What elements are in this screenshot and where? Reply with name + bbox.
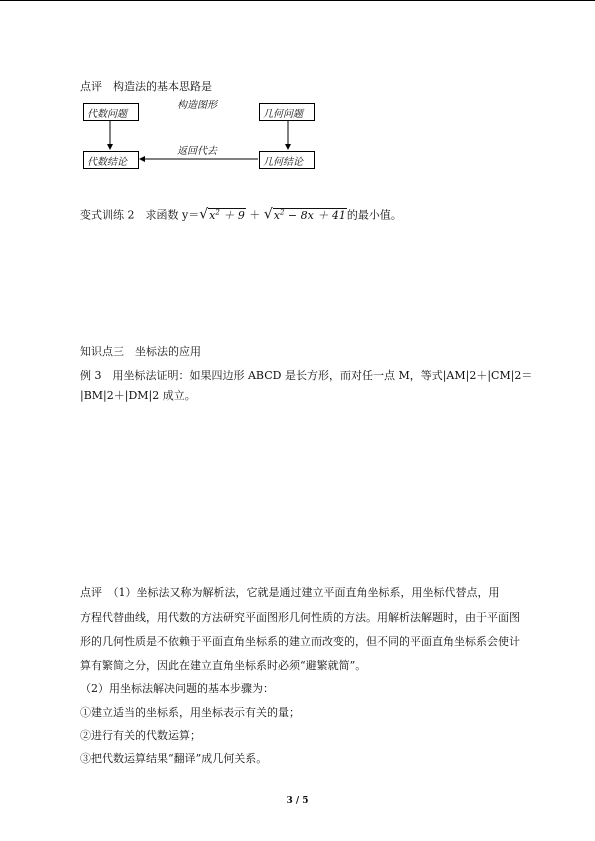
review-line: ②进行有关的代数运算； [80,729,201,742]
review-label: 点评 [80,80,102,93]
box-geometry-conclusion: 几何结论 [259,151,315,169]
review-line: ①建立适当的坐标系，用坐标表示有关的量； [80,706,300,719]
review-text: 构造法的基本思路是 [113,80,212,93]
sqrt-expr-2: $√x^2 - 8x + 41$ [263,206,346,223]
box-geometry-problem: 几何问题 [259,103,315,121]
example-3-line-2: |BM|2＋|DM|2 成立。 [80,389,196,402]
review-line: 算有繁简之分，因此在建立直角坐标系时必须“避繁就简”。 [80,659,367,672]
diagram-arrows [0,0,595,200]
review-line: （2）用坐标法解决问题的基本步骤为： [80,682,274,695]
arrow-top-label: 构造图形 [177,100,217,111]
review-line: 点评 （1）坐标法又称为解析法，它就是通过建立平面直角坐标系，用坐标代替点，用 [80,586,500,599]
review-line: 形的几何性质是不依赖于平面直角坐标系的建立而改变的，但不同的平面直角坐标系会使计 [80,635,520,648]
box-algebra-problem: 代数问题 [83,103,139,121]
sqrt-expr-1: $√x^2 + 9$ [199,206,245,223]
review-line: ③把代数运算结果“翻译”成几何关系。 [80,752,268,765]
page-number: 3 / 5 [286,796,309,806]
review-line: 方程代替曲线，用代数的方法研究平面图形几何性质的方法。用解析法解题时，由于平面图 [80,611,520,624]
variant-exercise: 变式训练 2 求函数 $y=√x^2 + 9 + √x^2 - 8x + 41$的最小值。 [80,206,402,223]
arrow-bottom-label: 返回代去 [177,146,217,157]
box-algebra-conclusion: 代数结论 [83,151,139,169]
example-3-line-1: 例 3 用坐标法证明：如果四边形 ABCD 是长方形，而对任一点 M，等式|AM|2＋|CM|2＝ [80,369,533,382]
knowledge-point-3: 知识点三 坐标法的应用 [80,345,201,358]
